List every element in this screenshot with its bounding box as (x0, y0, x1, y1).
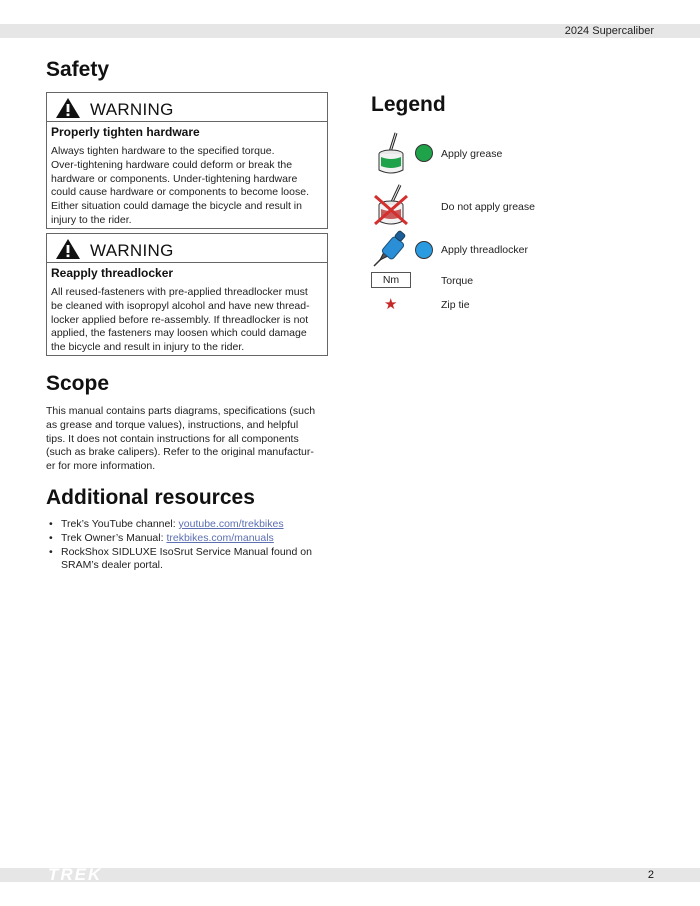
warning-line: locker applied before re-assembly. If threadlocker is not (51, 313, 309, 326)
grease-can-icon (374, 130, 408, 176)
warning-header (47, 234, 327, 263)
warning-line: injury to the rider. (51, 213, 132, 226)
warning-subtitle: Properly tighten hardware (51, 125, 200, 139)
list-item: • Trek’s YouTube channel: youtube.com/trekbikes (49, 518, 284, 530)
scope-line: tips. It does not contain instructions for all components (46, 432, 299, 445)
footer-bar (0, 865, 700, 884)
legend-label-torque: Torque (441, 275, 474, 287)
warning-line: the bicycle and result in injury to the rider. (51, 341, 245, 354)
warning-body (47, 281, 327, 358)
scope-line: er for more information. (46, 460, 156, 473)
warning-line: hardware or components. Under-tightening hardware (51, 172, 298, 185)
threadlocker-bottle-icon (372, 230, 408, 268)
page-number: 2 (647, 869, 654, 881)
legend-label-grease: Apply grease (441, 148, 503, 160)
scope-heading: Scope (46, 372, 110, 395)
scope-line: (such as brake calipers). Refer to the original manufactur- (46, 446, 314, 459)
trek-logo: TREK (48, 865, 103, 884)
warning-subtitle: Reapply threadlocker (51, 266, 174, 280)
warning-line: Either situation could damage the bicycle and result in (51, 200, 302, 213)
resource-text: RockShox SIDLUXE IsoSrut Service Manual found on (61, 545, 312, 558)
warning-line: be cleaned with isopropyl alcohol and have new thread- (51, 299, 310, 312)
resource-text: Trek’s YouTube channel: (61, 518, 179, 530)
warning-line: Over-tightening hardware could deform or break the (51, 158, 293, 171)
warning-line: could cause hardware or components to become loose. (51, 186, 309, 199)
warning-line: All reused-fasteners with pre-applied threadlocker must (51, 286, 308, 298)
warning-label: WARNING (90, 100, 174, 119)
owners-manual-link[interactable]: trekbikes.com/manuals (166, 531, 274, 544)
resource-text: Trek Owner’s Manual: (61, 531, 167, 544)
legend-label-threadlocker: Apply threadlocker (441, 244, 528, 256)
warning-line: applied, the fasteners may loosen which could damage (51, 327, 307, 340)
grease-dot-icon (415, 144, 433, 162)
warning-triangle-icon (55, 238, 81, 260)
star-icon: ★ (384, 296, 398, 313)
warning-body (47, 140, 327, 231)
warning-box-threadlocker (46, 233, 328, 356)
resource-text: SRAM’s dealer portal. (61, 559, 163, 572)
no-grease-icon (372, 182, 410, 228)
legend-label-zip-tie: Zip tie (441, 299, 470, 311)
warning-line: Always tighten hardware to the specified torque. (51, 145, 275, 157)
resources-heading: Additional resources (46, 486, 255, 509)
legend-label-no-grease: Do not apply grease (441, 201, 535, 213)
scope-line: This manual contains parts diagrams, specifications (such (46, 405, 316, 417)
torque-badge: Nm (371, 272, 411, 288)
list-item: • Trek Owner’s Manual: trekbikes.com/manuals (49, 531, 274, 544)
document-title: 2024 Supercaliber (564, 25, 654, 37)
scope-line: as grease and torque values), instructions, and helpful (46, 418, 299, 431)
header-bar (0, 24, 700, 38)
warning-header (47, 93, 327, 122)
warning-label: WARNING (90, 241, 174, 260)
legend-heading: Legend (371, 93, 446, 116)
warning-triangle-icon (55, 97, 81, 119)
threadlocker-dot-icon (415, 241, 433, 259)
list-item: • RockShox SIDLUXE IsoSrut Service Manual found on SRAM’s dealer portal. (49, 545, 312, 572)
scope-paragraph (46, 405, 336, 474)
youtube-link[interactable]: youtube.com/trekbikes (178, 518, 284, 530)
safety-heading: Safety (46, 58, 110, 81)
resources-list (46, 518, 336, 573)
warning-box-tighten (46, 92, 328, 229)
